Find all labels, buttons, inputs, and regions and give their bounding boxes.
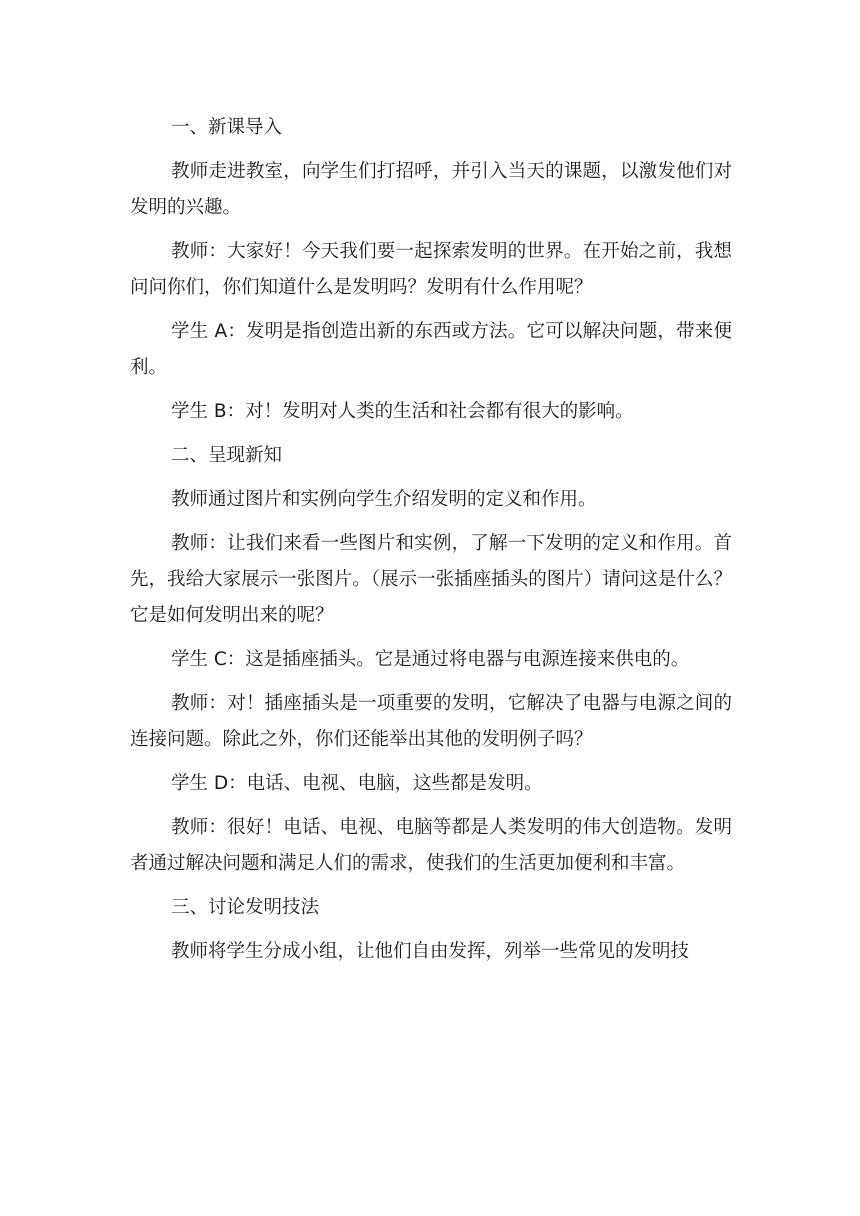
paragraph: 教师：大家好！今天我们要一起探索发明的世界。在开始之前，我想问问你们，你们知道什么是发明吗？发明有什么作用呢？ [130,241,732,298]
paragraph: 教师：对！插座插头是一项重要的发明，它解决了电器与电源之间的连接问题。除此之外，你们还能举出其他的发明例子吗？ [130,693,732,750]
paragraph: 学生 A：发明是指创造出新的东西或方法。它可以解决问题，带来便利。 [130,321,732,378]
paragraph: 教师将学生分成小组，让他们自由发挥，列举一些常见的发明技 [171,941,690,962]
paragraph: 学生 B：对！发明对人类的生活和社会都有很大的影响。 [171,401,634,422]
section-heading: 二、呈现新知 [171,445,283,466]
document-body [130,110,732,978]
paragraph: 学生 C：这是插座插头。它是通过将电器与电源连接来供电的。 [171,649,690,670]
paragraph: 教师：让我们来看一些图片和实例，了解一下发明的定义和作用。首先，我给大家展示一张图片。（展示一张插座插头的图片）请问这是什么？它是如何发明出来的呢？ [130,533,732,626]
paragraph: 学生 D：电话、电视、电脑，这些都是发明。 [171,773,543,794]
paragraph: 教师通过图片和实例向学生介绍发明的定义和作用。 [171,489,597,510]
paragraph: 教师走进教室，向学生们打招呼，并引入当天的课题，以激发他们对发明的兴趣。 [130,161,732,218]
paragraph: 教师：很好！电话、电视、电脑等都是人类发明的伟大创造物。发明者通过解决问题和满足人们的需求，使我们的生活更加便利和丰富。 [130,817,732,874]
section-heading: 三、讨论发明技法 [171,897,320,918]
section-heading: 一、新课导入 [171,117,283,138]
